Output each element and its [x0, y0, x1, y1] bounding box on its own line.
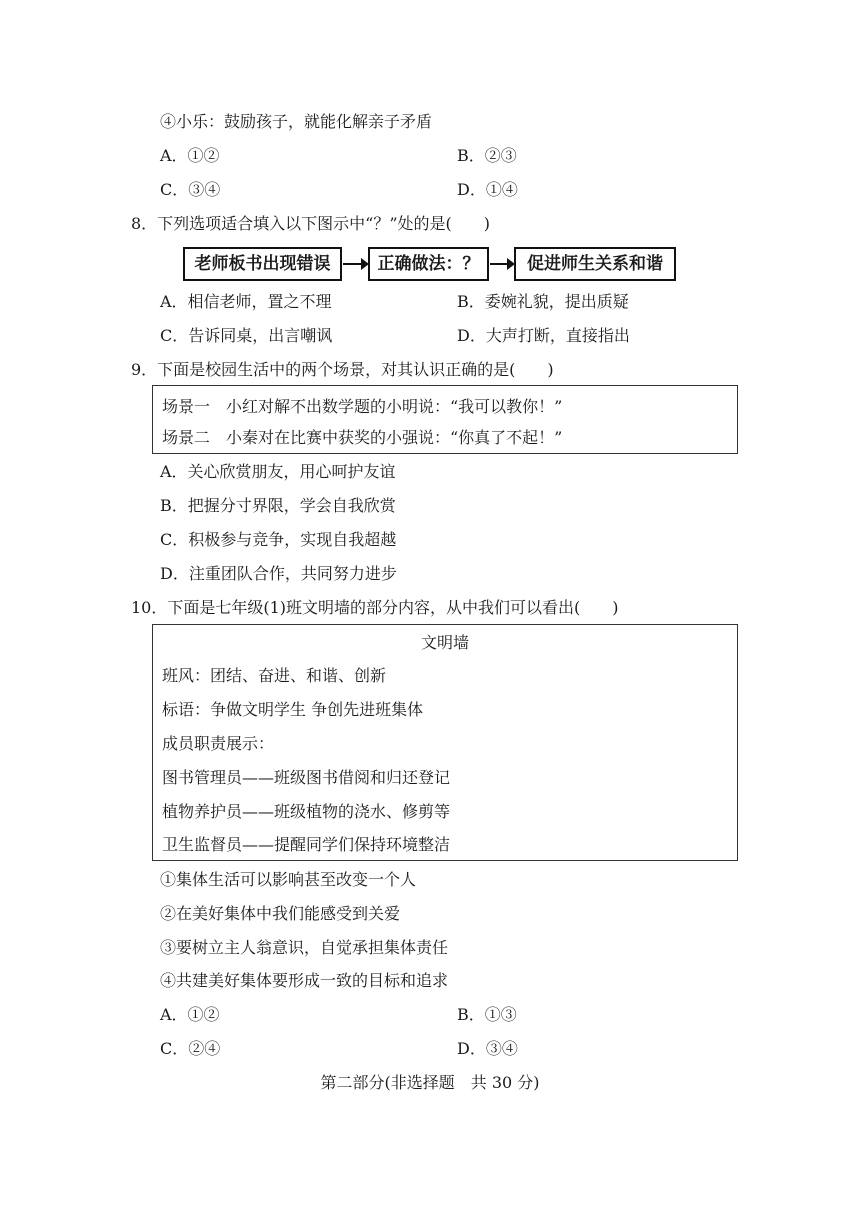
wall-line: 卫生监督员——提醒同学们保持环境整洁	[162, 835, 451, 854]
q10-item: ④共建美好集体要形成一致的目标和追求	[160, 971, 449, 990]
q10-option-d: D．③④	[457, 1039, 518, 1058]
q8-option-c: C．告诉同桌，出言嘲讽	[160, 326, 333, 345]
q10-stem: 10．下面是七年级(1)班文明墙的部分内容，从中我们可以看出( )	[131, 598, 619, 617]
wall-line: 标语：争做文明学生 争创先进班集体	[162, 700, 424, 719]
q8-option-d: D．大声打断，直接指出	[457, 326, 630, 345]
q9-stem: 9．下面是校园生活中的两个场景，对其认识正确的是( )	[131, 360, 554, 379]
q9-option-c: C．积极参与竞争，实现自我超越	[160, 530, 397, 549]
flow-arrow-2	[490, 263, 513, 265]
q7-option-d: D．①④	[457, 180, 518, 199]
flow-box-1: 老师板书出现错误	[183, 247, 342, 281]
q10-item: ②在美好集体中我们能感受到关爱	[160, 904, 401, 923]
q9-scene-2: 场景二 小秦对在比赛中获奖的小强说：“你真了不起！”	[162, 428, 563, 447]
q9-option-d: D．注重团队合作，共同努力进步	[160, 564, 397, 583]
wall-line: 班风：团结、奋进、和谐、创新	[162, 666, 387, 685]
wall-line: 成员职责展示：	[162, 734, 275, 753]
q7-option-b: B．②③	[457, 146, 517, 165]
q8-stem: 8．下列选项适合填入以下图示中“？”处的是( )	[131, 214, 491, 233]
wall-line: 图书管理员——班级图书借阅和归还登记	[162, 768, 451, 787]
q9-scene-box	[152, 385, 738, 454]
q7-option-a: A．①②	[160, 146, 220, 165]
wall-title: 文明墙	[420, 633, 469, 652]
q10-item: ③要树立主人翁意识，自觉承担集体责任	[160, 938, 449, 957]
q9-option-b: B．把握分寸界限，学会自我欣赏	[160, 496, 396, 515]
q10-item: ①集体生活可以影响甚至改变一个人	[160, 870, 417, 889]
q7-option-c: C．③④	[160, 180, 221, 199]
q10-option-a: A．①②	[160, 1005, 220, 1024]
q9-scene-1: 场景一 小红对解不出数学题的小明说：“我可以教你！”	[162, 397, 563, 416]
q10-option-c: C．②④	[160, 1039, 221, 1058]
q8-option-a: A．相信老师，置之不理	[160, 292, 332, 311]
q10-wall-box	[152, 624, 738, 861]
flow-box-3: 促进师生关系和谐	[514, 247, 676, 281]
q7-item-4: ④小乐：鼓励孩子，就能化解亲子矛盾	[160, 112, 433, 131]
q9-option-a: A．关心欣赏朋友，用心呵护友谊	[160, 462, 396, 481]
wall-line: 植物养护员——班级植物的浇水、修剪等	[162, 802, 451, 821]
flow-arrow-1	[343, 263, 367, 265]
q8-option-b: B．委婉礼貌，提出质疑	[457, 292, 629, 311]
flow-box-2: 正确做法：？	[368, 247, 489, 281]
q10-option-b: B．①③	[457, 1005, 517, 1024]
section-heading: 第二部分(非选择题 共 30 分)	[320, 1073, 540, 1092]
